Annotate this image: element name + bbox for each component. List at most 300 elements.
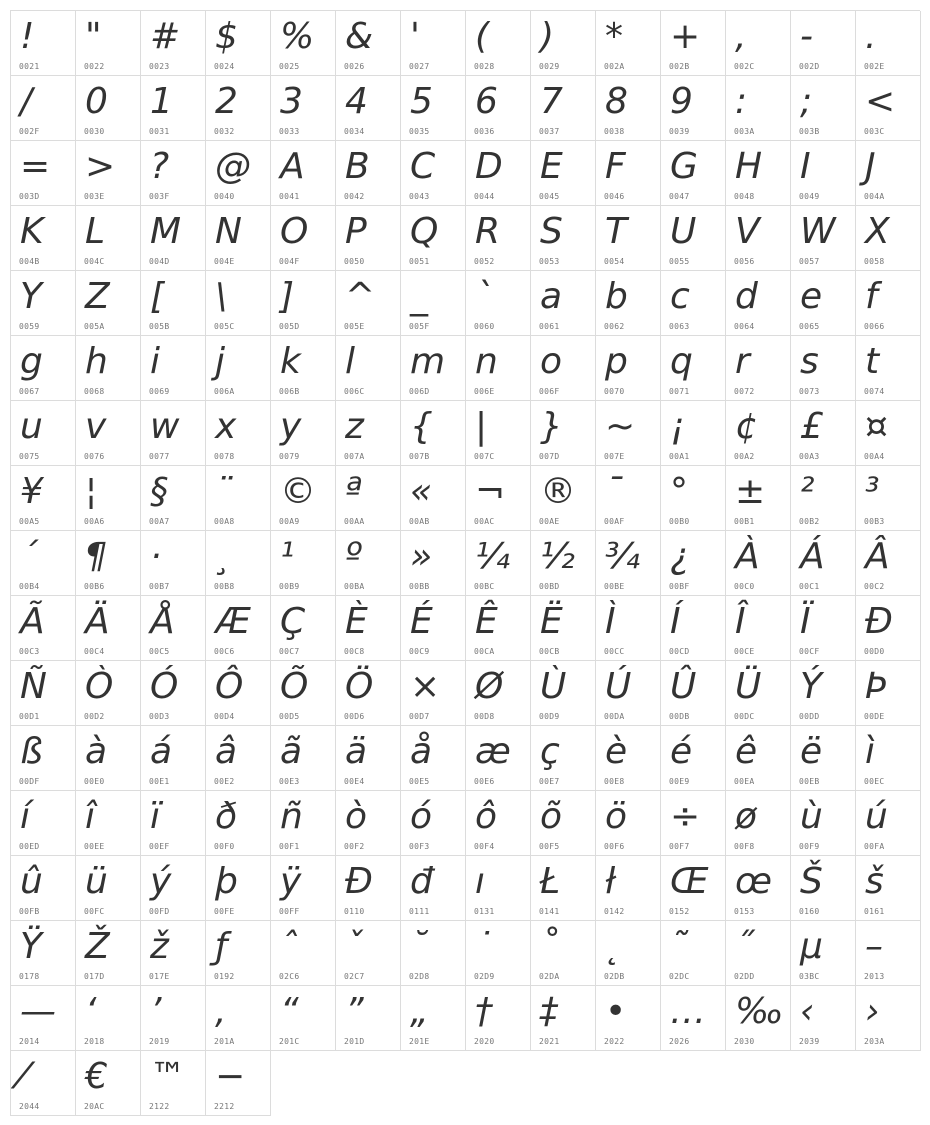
glyph-char: m	[410, 341, 446, 382]
glyph-codepoint: 0061	[539, 322, 560, 331]
glyph-cell	[336, 726, 401, 791]
glyph-codepoint: 00B2	[799, 517, 820, 526]
glyph-cell	[206, 1051, 271, 1116]
glyph-char: £	[800, 406, 823, 447]
glyph-codepoint: 007E	[604, 452, 625, 461]
glyph-cell	[596, 531, 661, 596]
glyph-codepoint: 006F	[539, 387, 560, 396]
glyph-char: Þ	[865, 666, 887, 707]
glyph-char: º	[345, 536, 362, 577]
glyph-codepoint: 0077	[149, 452, 170, 461]
glyph-char: é	[670, 731, 693, 772]
glyph-char: “	[280, 991, 299, 1032]
glyph-char: ˚	[540, 926, 558, 967]
glyph-char: ˙	[475, 926, 493, 967]
glyph-cell	[271, 206, 336, 271]
glyph-codepoint: 2021	[539, 1037, 560, 1046]
glyph-cell	[336, 336, 401, 401]
glyph-codepoint: 00F8	[734, 842, 755, 851]
glyph-codepoint: 0053	[539, 257, 560, 266]
glyph-cell	[596, 661, 661, 726]
glyph-cell	[466, 271, 531, 336]
glyph-cell	[11, 76, 76, 141]
glyph-cell	[531, 726, 596, 791]
glyph-codepoint: 2044	[19, 1102, 40, 1111]
glyph-codepoint: 201C	[279, 1037, 300, 1046]
glyph-cell	[206, 791, 271, 856]
glyph-codepoint: 0063	[669, 322, 690, 331]
glyph-cell	[141, 661, 206, 726]
glyph-codepoint: 017D	[84, 972, 105, 981]
glyph-cell	[791, 661, 856, 726]
glyph-char: ‰	[735, 991, 784, 1032]
glyph-codepoint: 002D	[799, 62, 820, 71]
glyph-codepoint: 0131	[474, 907, 495, 916]
glyph-char: h	[85, 341, 108, 382]
glyph-cell	[11, 986, 76, 1051]
glyph-char: …	[670, 991, 706, 1032]
glyph-cell	[76, 661, 141, 726]
glyph-cell	[76, 141, 141, 206]
glyph-codepoint: 00AC	[474, 517, 495, 526]
glyph-cell	[76, 206, 141, 271]
glyph-cell	[11, 11, 76, 76]
glyph-cell	[791, 791, 856, 856]
glyph-codepoint: 2212	[214, 1102, 235, 1111]
glyph-char: w	[150, 406, 180, 447]
glyph-char: —	[20, 991, 56, 1032]
glyph-codepoint: 0070	[604, 387, 625, 396]
glyph-codepoint: 0065	[799, 322, 820, 331]
glyph-cell	[76, 76, 141, 141]
glyph-codepoint: 004B	[19, 257, 40, 266]
glyph-codepoint: 00E2	[214, 777, 235, 786]
glyph-char: r	[735, 341, 750, 382]
glyph-char: ê	[735, 731, 758, 772]
glyph-char: a	[540, 276, 563, 317]
glyph-codepoint: 00D4	[214, 712, 235, 721]
glyph-codepoint: 0072	[734, 387, 755, 396]
glyph-char: q	[670, 341, 693, 382]
glyph-cell	[661, 206, 726, 271]
glyph-codepoint: 02DC	[669, 972, 690, 981]
glyph-char: þ	[215, 861, 238, 902]
glyph-char: ä	[345, 731, 368, 772]
glyph-cell	[206, 531, 271, 596]
glyph-char: 7	[540, 81, 563, 122]
glyph-char: ç	[540, 731, 560, 772]
glyph-char: +	[670, 16, 701, 57]
glyph-cell	[401, 661, 466, 726]
glyph-cell	[856, 726, 921, 791]
glyph-cell	[141, 271, 206, 336]
glyph-char: `	[475, 276, 493, 317]
glyph-codepoint: 007C	[474, 452, 495, 461]
glyph-char: Z	[85, 276, 110, 317]
glyph-codepoint: 00A1	[669, 452, 690, 461]
glyph-char: Š	[800, 861, 823, 902]
glyph-char: ë	[800, 731, 823, 772]
glyph-char: è	[605, 731, 628, 772]
glyph-cell	[76, 921, 141, 986]
glyph-char: o	[540, 341, 563, 382]
glyph-char: d	[735, 276, 758, 317]
glyph-cell	[856, 791, 921, 856]
glyph-cell	[76, 336, 141, 401]
glyph-codepoint: 006C	[344, 387, 365, 396]
glyph-codepoint: 00CA	[474, 647, 495, 656]
glyph-char: e	[800, 276, 823, 317]
glyph-char: 4	[345, 81, 368, 122]
glyph-cell	[206, 661, 271, 726]
glyph-char: T	[605, 211, 627, 252]
glyph-char: ²	[800, 471, 815, 512]
glyph-char: Ô	[215, 666, 244, 707]
glyph-cell	[11, 466, 76, 531]
glyph-cell	[531, 921, 596, 986]
glyph-cell	[401, 466, 466, 531]
glyph-cell	[336, 856, 401, 921]
glyph-char: 8	[605, 81, 628, 122]
glyph-cell	[726, 11, 791, 76]
glyph-codepoint: 20AC	[84, 1102, 105, 1111]
glyph-codepoint: 00FE	[214, 907, 235, 916]
glyph-codepoint: 007A	[344, 452, 365, 461]
glyph-codepoint: 004F	[279, 257, 300, 266]
glyph-codepoint: 2018	[84, 1037, 105, 1046]
glyph-codepoint: 00DB	[669, 712, 690, 721]
glyph-cell	[531, 531, 596, 596]
glyph-codepoint: 2014	[19, 1037, 40, 1046]
glyph-cell	[11, 596, 76, 661]
glyph-codepoint: 007B	[409, 452, 430, 461]
glyph-cell	[336, 271, 401, 336]
glyph-char: œ	[735, 861, 773, 902]
glyph-cell	[531, 856, 596, 921]
glyph-char: ò	[345, 796, 368, 837]
glyph-cell	[271, 336, 336, 401]
glyph-char: ±	[735, 471, 766, 512]
glyph-codepoint: 00D7	[409, 712, 430, 721]
glyph-codepoint: 0044	[474, 192, 495, 201]
glyph-char: ª	[345, 471, 362, 512]
glyph-codepoint: 0049	[799, 192, 820, 201]
glyph-char: Ñ	[20, 666, 47, 707]
glyph-cell	[271, 856, 336, 921]
glyph-codepoint: 00C0	[734, 582, 755, 591]
glyph-codepoint: 0046	[604, 192, 625, 201]
glyph-codepoint: 0047	[669, 192, 690, 201]
glyph-cell	[206, 466, 271, 531]
glyph-cell	[726, 661, 791, 726]
glyph-cell	[206, 401, 271, 466]
glyph-codepoint: 002F	[19, 127, 40, 136]
glyph-char: =	[20, 146, 51, 187]
glyph-cell	[596, 791, 661, 856]
glyph-char: Í	[670, 601, 681, 642]
glyph-char: ¤	[865, 406, 888, 447]
glyph-codepoint: 0141	[539, 907, 560, 916]
glyph-char: 9	[670, 81, 693, 122]
glyph-char: P	[345, 211, 367, 252]
glyph-char: D	[475, 146, 503, 187]
glyph-char: X	[865, 211, 890, 252]
glyph-codepoint: 00A7	[149, 517, 170, 526]
glyph-cell	[141, 596, 206, 661]
glyph-cell	[661, 661, 726, 726]
glyph-char: Ý	[800, 666, 822, 707]
glyph-codepoint: 00EE	[84, 842, 105, 851]
glyph-codepoint: 00EC	[864, 777, 885, 786]
glyph-cell	[596, 11, 661, 76]
glyph-cell	[791, 986, 856, 1051]
glyph-cell	[856, 921, 921, 986]
glyph-codepoint: 00AA	[344, 517, 365, 526]
glyph-cell	[726, 401, 791, 466]
glyph-codepoint: 003A	[734, 127, 755, 136]
glyph-codepoint: 00A3	[799, 452, 820, 461]
glyph-cell	[401, 206, 466, 271]
glyph-codepoint: 2013	[864, 972, 885, 981]
glyph-char: Ê	[475, 601, 498, 642]
glyph-char: s	[800, 341, 819, 382]
glyph-char: €	[85, 1056, 108, 1097]
glyph-cell	[206, 11, 271, 76]
glyph-char: %	[280, 16, 315, 57]
glyph-codepoint: 2026	[669, 1037, 690, 1046]
glyph-char: ÷	[670, 796, 701, 837]
glyph-codepoint: 00DA	[604, 712, 625, 721]
glyph-char: U	[670, 211, 697, 252]
glyph-char: †	[475, 991, 493, 1032]
glyph-char: Ø	[475, 666, 504, 707]
glyph-codepoint: 0111	[409, 907, 430, 916]
glyph-codepoint: 201A	[214, 1037, 235, 1046]
glyph-char: ¼	[475, 536, 510, 577]
glyph-char: -	[800, 16, 813, 57]
glyph-codepoint: 003E	[84, 192, 105, 201]
glyph-codepoint: 0071	[669, 387, 690, 396]
glyph-char: [	[150, 276, 165, 317]
glyph-char: Ü	[735, 666, 762, 707]
glyph-char: 2	[215, 81, 238, 122]
glyph-char: $	[215, 16, 238, 57]
glyph-char: A	[280, 146, 305, 187]
glyph-cell	[726, 336, 791, 401]
glyph-char: ˘	[410, 926, 428, 967]
glyph-char: )	[540, 16, 555, 57]
glyph-cell	[596, 271, 661, 336]
glyph-codepoint: 0078	[214, 452, 235, 461]
glyph-cell	[11, 336, 76, 401]
glyph-codepoint: 003C	[864, 127, 885, 136]
glyph-char: ƒ	[215, 926, 228, 967]
glyph-char: –	[865, 926, 883, 967]
glyph-char: ˇ	[345, 926, 363, 967]
glyph-codepoint: 03BC	[799, 972, 820, 981]
glyph-codepoint: 0021	[19, 62, 40, 71]
glyph-cell	[206, 141, 271, 206]
glyph-codepoint: 006E	[474, 387, 495, 396]
glyph-char: Œ	[670, 861, 709, 902]
glyph-char: Û	[670, 666, 697, 707]
glyph-cell	[531, 986, 596, 1051]
glyph-codepoint: 0073	[799, 387, 820, 396]
glyph-codepoint: 0029	[539, 62, 560, 71]
glyph-char: ¢	[735, 406, 758, 447]
glyph-codepoint: 0079	[279, 452, 300, 461]
glyph-codepoint: 02DB	[604, 972, 625, 981]
glyph-char: Q	[410, 211, 439, 252]
glyph-cell	[661, 856, 726, 921]
glyph-codepoint: 00B1	[734, 517, 755, 526]
glyph-codepoint: 0043	[409, 192, 430, 201]
glyph-codepoint: 0030	[84, 127, 105, 136]
glyph-cell	[206, 206, 271, 271]
glyph-cell	[466, 141, 531, 206]
glyph-codepoint: 00FB	[19, 907, 40, 916]
glyph-char: Á	[800, 536, 825, 577]
glyph-grid	[10, 10, 920, 1116]
glyph-codepoint: 0066	[864, 322, 885, 331]
glyph-char: S	[540, 211, 563, 252]
glyph-codepoint: 00F1	[279, 842, 300, 851]
glyph-cell	[726, 76, 791, 141]
glyph-codepoint: 0153	[734, 907, 755, 916]
glyph-cell	[856, 206, 921, 271]
glyph-codepoint: 00FD	[149, 907, 170, 916]
glyph-codepoint: 00D6	[344, 712, 365, 721]
glyph-codepoint: 00FA	[864, 842, 885, 851]
glyph-cell	[271, 141, 336, 206]
glyph-char: x	[215, 406, 237, 447]
glyph-codepoint: 00FC	[84, 907, 105, 916]
glyph-char: F	[605, 146, 626, 187]
glyph-cell	[141, 791, 206, 856]
glyph-codepoint: 00DF	[19, 777, 40, 786]
glyph-cell	[726, 141, 791, 206]
glyph-codepoint: 00F6	[604, 842, 625, 851]
glyph-codepoint: 0060	[474, 322, 495, 331]
glyph-codepoint: 00D9	[539, 712, 560, 721]
glyph-cell	[856, 271, 921, 336]
glyph-char: p	[605, 341, 628, 382]
glyph-char: Õ	[280, 666, 309, 707]
glyph-char: ó	[410, 796, 433, 837]
glyph-codepoint: 00C1	[799, 582, 820, 591]
glyph-cell	[856, 596, 921, 661]
glyph-cell	[661, 141, 726, 206]
glyph-cell	[531, 11, 596, 76]
glyph-cell	[336, 206, 401, 271]
glyph-codepoint: 0160	[799, 907, 820, 916]
glyph-char: (	[475, 16, 490, 57]
glyph-char: ˆ	[280, 926, 298, 967]
glyph-codepoint: 005A	[84, 322, 105, 331]
glyph-cell	[141, 1051, 206, 1116]
glyph-cell	[466, 336, 531, 401]
glyph-codepoint: 006A	[214, 387, 235, 396]
glyph-char: '	[410, 16, 420, 57]
glyph-codepoint: 0039	[669, 127, 690, 136]
glyph-char: °	[670, 471, 688, 512]
glyph-codepoint: 0028	[474, 62, 495, 71]
glyph-codepoint: 005F	[409, 322, 430, 331]
glyph-codepoint: 002E	[864, 62, 885, 71]
glyph-codepoint: 003F	[149, 192, 170, 201]
glyph-cell	[271, 661, 336, 726]
glyph-char: ~	[605, 406, 636, 447]
glyph-cell	[206, 271, 271, 336]
glyph-cell	[11, 921, 76, 986]
glyph-codepoint: 004D	[149, 257, 170, 266]
glyph-codepoint: 00CD	[669, 647, 690, 656]
glyph-cell	[531, 661, 596, 726]
glyph-cell	[206, 76, 271, 141]
glyph-char: Ÿ	[20, 926, 42, 967]
glyph-codepoint: 00B4	[19, 582, 40, 591]
glyph-cell	[141, 336, 206, 401]
glyph-codepoint: 00D0	[864, 647, 885, 656]
glyph-cell	[466, 466, 531, 531]
glyph-codepoint: 00CE	[734, 647, 755, 656]
glyph-cell	[401, 856, 466, 921]
glyph-cell	[596, 986, 661, 1051]
glyph-cell	[596, 401, 661, 466]
glyph-codepoint: 02C6	[279, 972, 300, 981]
glyph-char: ã	[280, 731, 303, 772]
glyph-cell	[206, 726, 271, 791]
glyph-cell	[726, 206, 791, 271]
glyph-char: &	[345, 16, 374, 57]
glyph-cell	[791, 596, 856, 661]
glyph-char: 6	[475, 81, 498, 122]
glyph-codepoint: 005C	[214, 322, 235, 331]
glyph-cell	[531, 336, 596, 401]
glyph-cell	[11, 856, 76, 921]
glyph-char: V	[735, 211, 760, 252]
glyph-char: j	[215, 341, 226, 382]
glyph-char: „	[410, 991, 429, 1032]
glyph-cell	[596, 856, 661, 921]
glyph-codepoint: 005B	[149, 322, 170, 331]
glyph-char: J	[865, 146, 876, 187]
glyph-cell	[11, 141, 76, 206]
glyph-codepoint: 0067	[19, 387, 40, 396]
glyph-cell	[791, 856, 856, 921]
glyph-char: ¬	[475, 471, 506, 512]
glyph-char: ð	[215, 796, 238, 837]
glyph-codepoint: 02D9	[474, 972, 495, 981]
glyph-char: g	[20, 341, 43, 382]
glyph-codepoint: 006B	[279, 387, 300, 396]
glyph-char: ’	[150, 991, 162, 1032]
glyph-cell	[726, 986, 791, 1051]
glyph-codepoint: 0035	[409, 127, 430, 136]
glyph-char: v	[85, 406, 107, 447]
glyph-cell	[791, 11, 856, 76]
glyph-char: ø	[735, 796, 758, 837]
glyph-char: å	[410, 731, 433, 772]
glyph-cell	[271, 11, 336, 76]
glyph-codepoint: 00EF	[149, 842, 170, 851]
glyph-cell	[11, 271, 76, 336]
glyph-codepoint: 00F9	[799, 842, 820, 851]
glyph-cell	[726, 466, 791, 531]
glyph-char: ⁄	[20, 1056, 27, 1097]
glyph-char: c	[670, 276, 690, 317]
glyph-cell	[791, 76, 856, 141]
